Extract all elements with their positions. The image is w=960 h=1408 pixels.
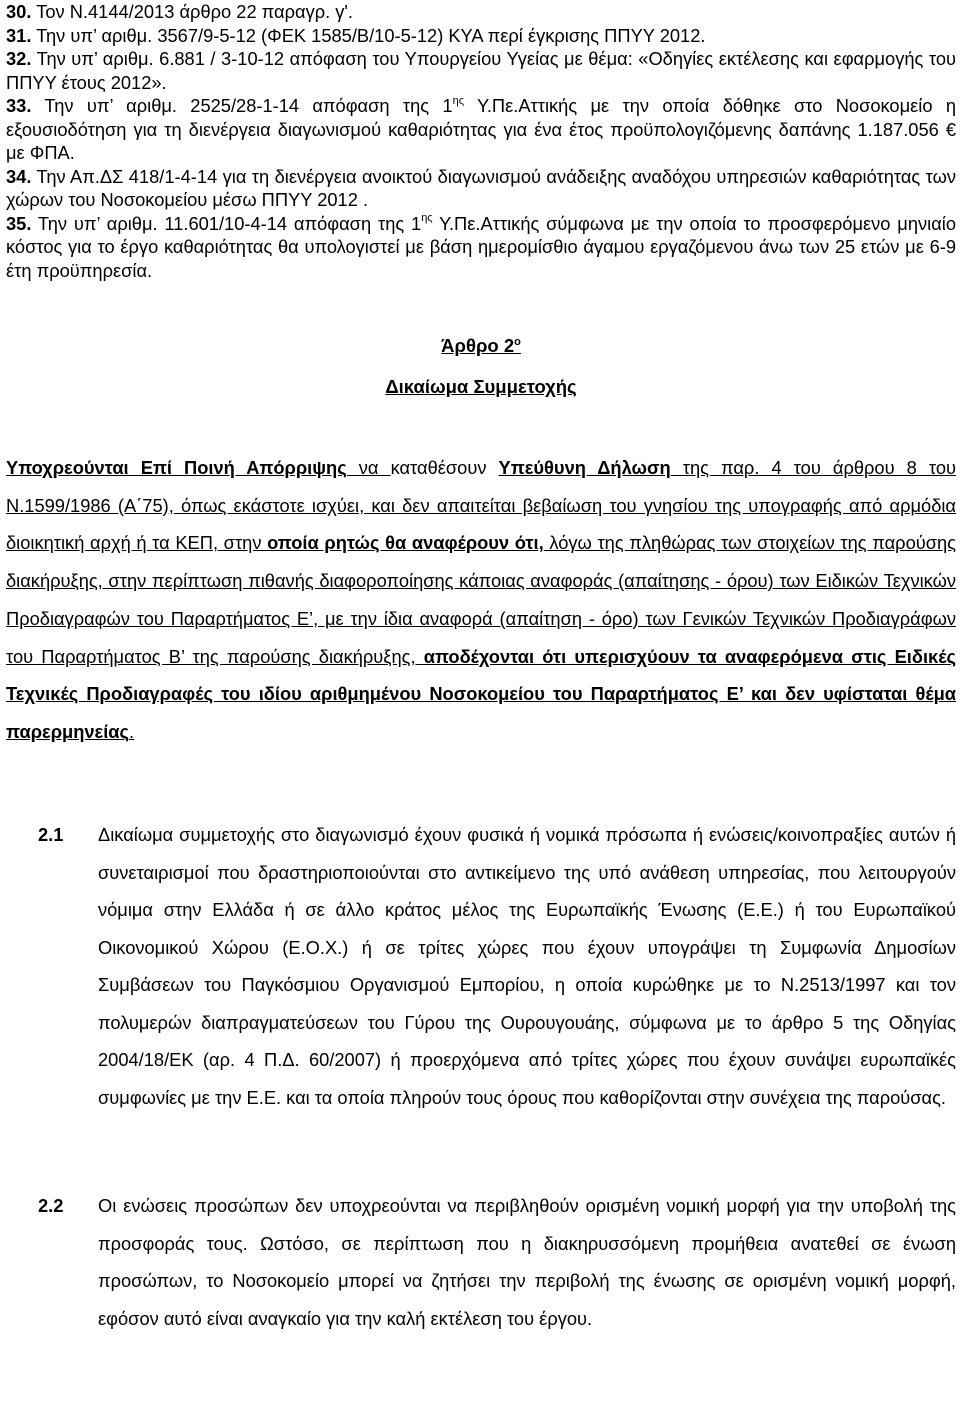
participation-paragraph xyxy=(6,449,956,751)
reference-text: Υ.Πε.Αττικής σύμφωνα με την οποία το προσφερόμενο μηνιαίο κόστος για το έργο καθαριότητας θα υπολογιστεί με βάση ημερομίσθιο άγαμου εργαζόμενου άνω των 25 ετών με 6-9 έτη προϋπηρεσία. xyxy=(6,212,956,281)
body-text: της παρ. 4 του άρθρου 8 του Ν.1599/1986 (Α΄75), όπως εκάστοτε ισχύει, και δεν απαιτείται βεβαίωση του γνησίου της υπογραφής από αρμόδια διοικητική αρχή ή τα ΚΕΠ, στην xyxy=(6,457,956,554)
emphasis-text: αποδέχονται ότι υπερισχύουν τα αναφερόμενα στις Ειδικές Τεχνικές Προδιαγραφές του ιδίου αριθμημένου Νοσοκομείου του Παραρτήματος Ε’ και δεν υφίσταται θέμα παρερμηνείας xyxy=(6,645,956,742)
clause-text: Οι ενώσεις προσώπων δεν υποχρεούνται να περιβληθούν ορισμένη νομική μορφή για την υποβολή της προσφοράς τους. Ωστόσο, σε περίπτωση που η διακηρυσσόμενη προμήθεια ανατεθεί σε ένωση προσώπων, το Νοσοκομείο μπορεί να ζητήσει την περιβολή της ένωσης σε ορισμένη νομική μορφή, εφόσον αυτό είναι αναγκαίο για την καλή εκτέλεση του έργου. xyxy=(98,1195,956,1329)
body-text: λόγω της πληθώρας των στοιχείων της παρούσης διακήρυξης, στην περίπτωση πιθανής διαφοροποίησης κάποιας αναφοράς (απαίτησης - όρου) των Ειδικών Τεχνικών Προδιαγραφών του Παραρτήματος Ε’, με την ίδια αναφορά (απαίτηση - όρο) των Γενικών Τεχνικών Προδιαγράφων του Παραρτήματος Β’ της παρούσης διακήρυξης, xyxy=(6,532,956,667)
body-text: καταθέσουν xyxy=(390,457,499,478)
reference-item xyxy=(6,24,956,48)
body-text: να xyxy=(346,457,391,478)
reference-text: Την υπ’ αριθμ. 11.601/10-4-14 απόφαση της 1 xyxy=(31,212,422,234)
article-title-sup: ο xyxy=(514,335,521,348)
article-title xyxy=(6,334,956,358)
reference-item xyxy=(6,165,956,212)
clause-text: Δικαίωμα συμμετοχής στο διαγωνισμό έχουν φυσικά ή νομικά πρόσωπα ή ενώσεις/κοινοπραξίες αυτών ή συνεταιρισμοί που δραστηριοποιούνται στο αντικείμενο της υπό ανάθεση υπηρεσίας, που λειτουργούν νόμιμα στην Ελλάδα ή σε άλλο κράτος μέλος της Ευρωπαϊκής Ένωσης (Ε.Ε.) ή του Ευρωπαϊκού Οικονομικού Χώρου (Ε.Ο.Χ.) ή σε τρίτες χώρες που έχουν υπογράψει τη Συμφωνία Δημοσίων Συμβάσεων του Παγκόσμιου Οργανισμού Εμπορίου, η οποία κυρώθηκε με το Ν.2513/1997 και τον πολυμερών διαπραγματεύσεων του Γύρου της Ουρουγουάης, σύμφωνα με το άρθρο 5 της Οδηγίας 2004/18/ΕΚ (αρ. 4 Π.Δ. 60/2007) ή προερχόμενα από τρίτες χώρες που έχουν συνάψει ευρωπαϊκές συμφωνίες με την Ε.Ε. και τα οποία πληρούν τους όρους που καθορίζονται στην συνέχεια της παρούσας. xyxy=(98,824,956,1108)
article-title-text: Άρθρο 2 xyxy=(441,335,515,356)
reference-number: 33. xyxy=(6,95,32,116)
clause-number: 2.2 xyxy=(38,1195,64,1216)
reference-text: Την υπ’ αριθμ. 6.881 / 3-10-12 απόφαση του Υπουργείου Υγείας με θέμα: «Οδηγίες εκτέλεσης και εφαρμογής του ΠΠΥΥ έτους 2012». xyxy=(6,48,956,93)
clause-number: 2.1 xyxy=(38,824,64,845)
reference-text: Τον Ν.4144/2013 άρθρο 22 παραγρ. γ'. xyxy=(31,1,353,22)
ordinal-suffix: ης xyxy=(421,212,433,225)
reference-text: Την Απ.ΔΣ 418/1-4-14 για τη διενέργεια ανοικτού διαγωνισμού ανάδειξης αναδόχου υπηρεσιών καθαριότητας των χώρων του Νοσοκομείου μέσω ΠΠΥΥ 2012 . xyxy=(6,165,956,210)
reference-item xyxy=(6,47,956,94)
reference-text: Υ.Πε.Αττικής με την οποία δόθηκε στο Νοσοκομείο η εξουσιοδότηση για τη διενέργεια διαγωνισμού καθαριότητας για ένα έτος προϋπολογιζόμενης δαπάνης 1.187.056 € με ΦΠΑ. xyxy=(6,95,956,163)
reference-text: Την υπ’ αριθμ. 3567/9-5-12 (ΦΕΚ 1585/Β/10-5-12) ΚΥΑ περί έγκρισης ΠΠΥΥ 2012. xyxy=(31,24,706,46)
emphasis-text: Υπεύθυνη Δήλωση xyxy=(498,457,671,478)
reference-number: 31. xyxy=(6,24,32,46)
body-text: . xyxy=(129,720,135,742)
reference-item xyxy=(6,212,956,283)
reference-item xyxy=(6,94,956,165)
ordinal-suffix: ης xyxy=(452,94,464,107)
reference-number: 35. xyxy=(6,212,32,234)
emphasis-text: οποία ρητώς θα αναφέρουν ότι, xyxy=(267,532,544,554)
reference-number: 34. xyxy=(6,165,32,187)
emphasis-text: Υποχρεούνται Επί Ποινή Απόρριψης xyxy=(6,457,347,478)
reference-text: Την υπ’ αριθμ. 2525/28-1-14 απόφαση της 1 xyxy=(31,95,453,116)
reference-number: 32. xyxy=(6,48,32,69)
reference-number: 30. xyxy=(6,1,32,22)
article-subtitle: Δικαίωμα Συμμετοχής xyxy=(385,376,577,397)
reference-item xyxy=(6,0,956,24)
references-list xyxy=(6,0,956,282)
